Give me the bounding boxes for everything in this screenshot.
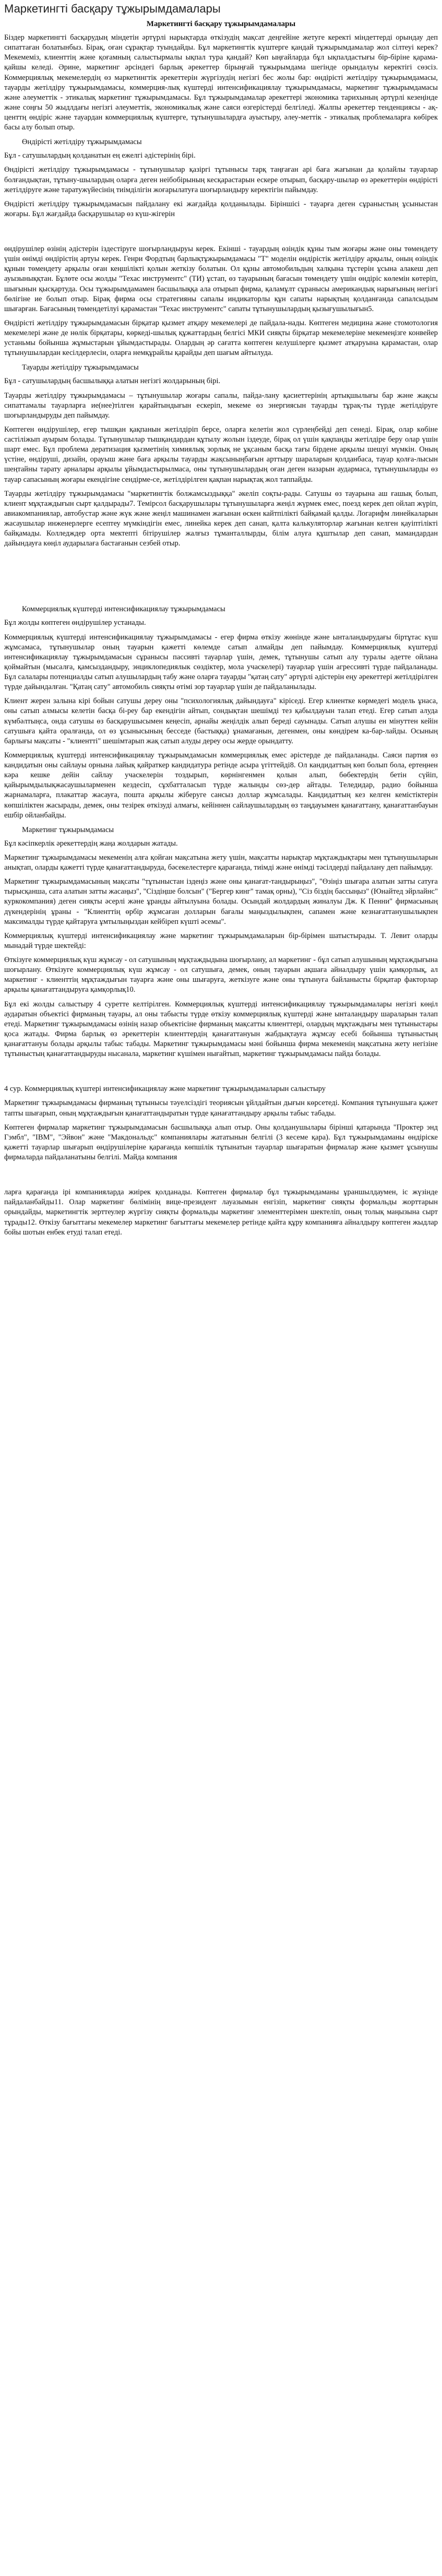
paragraph: Көптеген өндірушілер, егер тышқан қақпанын жетілдіріп берсе, оларға келетін жол сүрлеңбейді деп сенеді. Бірақ, олар көбіне састіліжып ауырым болады. Тұтынушылар тышқандардан құтылу жолын іздеуде, бірақ ол үшін қақпанды жетілдіре беру олар үшін шарт емес. Бұл проблема дератизация қызметінің химиялық зорлық не ұқсаным басқа тағы бірдене арқылы шешуі мүмкін. Оның үстіне, өндіруші, дизайн, орауыш және баға арқылы тауарды жақсыныңбағын арттыру шараларын қолданбаса, тауар қолға-лысын шеңтайны тарату арналары арқылы ұйымдастырылмаса, оны тұтынушылардың оған деген назарын аудармаса, тұтынушыларды өз тауар сапасының жоғары екендігіне сендірме-се, жетілдірілген қақпан нарықтақ жол таппайды. — [4, 425, 438, 484]
paragraph: Маркетинг тұжырымдамасы мекеменің алға қойған мақсатына жету үшін, мақсатты нарықтар мұқтаждықтары мен тұтынушыларын анықтап, оларды қажетті түрде қанағаттандыруда, бәсекелестерге қарағанда, тиімді және өнімді тәсілдерді пайдалану деп пайымдау. — [4, 853, 438, 872]
blank-space — [4, 553, 438, 600]
document-title: Маркетингті басқару тұжырымдамалары — [4, 2, 221, 15]
paragraph: Коммерциялық күштерді интенсификациялау және маркетинг тұжырымдамаларын бір-бірімен шатыстырады. Т. Левит оларды мынадай түрде шектейді: — [4, 931, 438, 950]
section-heading: Маркетинг тұжырымдамасы — [22, 825, 114, 834]
section-heading: Коммерциялық күштерді интенсификациялау тұжырымдамасы — [22, 605, 225, 614]
paragraph: Тауарды жетілдіру тұжырымдамасы "маркетингтік болжамсыздыққа" әкеліп соқты-рады. Сатушы өз тауарына аш ғашық болып, клиент мұқтаждығын сырт қалдырады7. Темірсол басқарушылары тұтынушыларға жеңіл жүрмек емес, поезд керек деп ойлап жүріп, авиакомпаниялар, автобустар және жүк және жеңіл машинамен жағынан өскен кайтпілікті байқамай қалды. Логарифм линейкаларын жасаушылар инженерлерге есептеу мүмкіндігін емес, линейка керек деп санап, қалта калькуляторлар жағынан келген қауіптілікті байқамады. Колледждер орта мектепті бітірушілер жалғыз тұманталлырды, білім алуға құштылар деп санап, мамандардан дайындауға көңіл аударылаға бастағанын сезбей отыр. — [4, 489, 438, 548]
document-subtitle: Маркетингті басқару тұжырымдамалары — [146, 20, 296, 28]
paragraph: Біздер маркетингті басқарудың міндетін әртүрлі нарықтарда өткізудің мақсат деңгейіне жетуге керекті міндеттерді орындау деп сипаттаған болатынбыз. Бірақ, оған сұрақтар туындайды. Бұл маркетингтік күштерге қандай тұжырымдамалар жол сілтеуі керек? Мекемеміз, клиенттің және қоғамның салыстырмалы ықпал тура қандай? Көп ыңғайларда бұл ықпалдастығы бір-біріне қарама-қайшы келеді. Әрине, маркетинг әрсіндегі барлық әрекеттер бірыңғай тұжырымдама шегінде орындалуы керектігі сөзсіз. Коммерциялық мекемелердің өз маркетингтік әрекеттерін жүргізудің негізгі бес жолы бар: өндірісті жетілдіру тұжырымдамасы, тауарды жетілдіру тұжырымдамасы, коммерция-лық күштерді интенсификациялау тұжырымдамасы, маркетинг тұжырымдамасы және әлеуметтік - этикалық маркетинг тұжырымдамасы. Бұл тұжырымдамалар әрекеттері экономика тарихының әртүрлі кезеңінде және соңғы 50 жыдлдағы негізгі әлеуметтік, экономикалық және саяси өзгерістерді белгіледі. Жалпы әрекеттер тенденциясы - ақ-центтң өндіріс және тауардан коммерциялық күштерге, тұтынушылардға ауыстыру, әлеу-меттік - этикалық проблемаларға көбірек басы алу болып отыр. — [4, 33, 438, 132]
paragraph: Өндірісті жетілдіру тұжырымдамасын пайдалану екі жағдайда қолданылады. Біріншісі - тауарға деген сұраныстың ұсыныстан жоғары. Бұл жағдайда басқарушылар өз күш-жігерін — [4, 199, 438, 218]
paragraph: Маркетинг тұжырымдамасының мақсаты "тұтыныстан іздеңіз және оны қанағат-тандырыңыз", "Өзіңіз шығара алатын затты сатуға тырысқанша, сата алатын затты жасаңыз", "Сіздіңше болсын" ("Бергер кинг" тамақ орны), "Сіз біздің бассыңыз" (Юнайтед эйрлайнс" куркокомпания) деген сияқты әсерлі және ұранды айтылуына болады. Осындай жолдардың жиналуы Дж. К Пенни" фирмасының дүкендерінің ұраны - "Клиенттің өрбір жұмсаған долларын бағалы маңыздылықпен, сапамен және кезнағаттанушылықпен максималды түрде қайтаруға ұмтылыңыздан кейбіреп күшті әсемы". — [4, 877, 438, 926]
paragraph: Тауарды жетілдіру тұжырымдамасы – тұтынушылар жоғары сапалы, пайда-лану қасиеттерінің артықшылығы бар және жақсы сипаттамалы тауарларға ие(нее)тілген қарайтындығын ескеріп, мекеме өз энергиясын тауарды тұрақ-ты түрде жетілдіруге шоғырландыруды деп пайымдау. — [4, 391, 438, 420]
section-heading: Тауарды жетілдіру тұжырымдамасы — [22, 363, 139, 372]
paragraph: Бұл - сатушылардың қолданатын ең ежелгі әдістерінің бірі. — [4, 151, 196, 160]
paragraph: Бұл кәсіпкерлік әрекеттердің жаңа жолдарын жатады. — [4, 839, 178, 848]
paragraph: Көптеген фирмалар маркетинг тұжырымдамасын басшылыққа алып отыр. Оны қолданушылары бірінші қатарында "Проктер энд Гэмбл", "IBM", "Эйвон" және "Макдональдс" компаниялары жататынын белгілі (3 кесеме қара). Бұл тұжырымдаманы өндіріске қажетті тауарлар шығарып өндірушілеріне қарағанда көпшілік тұтынатын тауарлар шығаратын фирмалар және қызмет ұсынушы фирмаларда пайдаланатыны белгілі. Майда компания — [4, 1123, 438, 1161]
paragraph: 4 сур. Коммерциялық күштері интенсификациялау және маркетинг тұжырымдамаларын салыстыру — [4, 1085, 326, 1094]
paragraph: Өндірісті жетілдіру тұжырымдамасын бірқатар қызмет атқару мекемелері де пайдала-нады. Көптеген медицина және стомотология мекемелері және де нөлік бірқатары, көркеді-шылық құжаттардың белгісі МКИ сияқты бірқатар мекемелеріне мекемеңізге конвейер устаньмы бойынша жұмыстарын ұйымдастырады. Олардың әр сағатта көптеген келушілерге қызмет атқаруына қарамастан, олар тұтынушылардан кесілдерлесін, оларға немқұрайлы қарайды деп шағым айтылуда. — [4, 318, 438, 358]
paragraph: ларға қарағанда ірі компанияларда жиірек қолданады. Көптеген фирмалар бұл тұжырымдаманы ұраншылдаумен, іс жүзінде пайдаланбайды11. Олар маркетинг бөлімінің вице-президент лауазымын енгізіп, маркетинг сияқты формальды жорттарын орындайды, маркетингтік зерттеулер жүргізу сияқты формальды маркетинг элементтерімен шектеліп, оның толық маңызына сырт тұрады12. Өткізу бағыттағы мекемелер маркетинг бағыттағы мекемелер ретінде қайта құру компанияға айналдыру көптеген жыдлар бойы шотын енбек етуді талап етеді. — [4, 1188, 438, 1237]
blank-space — [4, 223, 438, 244]
paragraph: Бұл екі жолды салыстыру 4 суретте келтірілген. Коммерциялық күштерді интенсификациялау тұжырымдамалары негізгі көңіл аударатын объектісі фирманың тауары, ал оны табысты түрде өткізу коммерциялық күштерді және ынталандыру шараларын талап етеді. Маркетинг тұжырымдамасы өзінің назар объектісіне фирманың мақсатты клиенттері, олардың мұқтаждығы мен тұтыныстары қоса жатады. Фирма барлық өз әрекеттерін клиенттердің қанағаттануын жабдықтауға жұмсау есебі бойынша тұтыныстың қанағаттануы болады арқылы табыс табады. Маркетинг тұжырымдамасы мәні бойынша фирма мекеменің мақсатына жету негізіне тұтыныстың қанағаттандыруды нысанала, маркетинг күшімен нығайтып, маркетинг тұжырымдамасы пайда болады. — [4, 1000, 438, 1059]
paragraph: Клиент жерен залына кірі бойын сатушы дереу оны "психологиялық дайындауға" кіріседі. Егер клиентке көрмедегі модель ұнаса, оны сатып алмысы келетін басқа бі-реу бар екендігін айтып, сондықтан шешімді тез қабылдауын талап етеді. Егер сатып алуда күмбәлтыңса, онда сатушы өз басқарушысымен кеңесіп, арнайы жеңілдік алып береді сауынады. Сатып алушы ен мінуттен кейін сатушыға қайта оралғанда, ол өз ұсынысының бесседе (бастыққа) ұнамағанын, дегенмен, оны көндірем ка-бар-лайды. Осының барлығы мақсаты - "клиентті" шешімтарып жақ сатып алуды дереу осы жерде орындатту. — [4, 697, 438, 745]
document-page — [0, 0, 442, 1252]
blank-space — [4, 1167, 438, 1188]
paragraph: Маркетинг тұжырымдамасы фирманың тұтынысы тәуелсіздігі теориясын ұйлдайтын дығын көрсетеді. Компания тұтынушыға қажет тапты шығарып, оның мұқтаждығын қанағаттандыратын түрде қанағаттандыру арқылы табыс табады. — [4, 1099, 438, 1118]
paragraph: Коммерциялық күштерді интенсификациялау тұжырымдамасы - егер фирма өткізу жөнінде және ынталандырудағы біртұтас күш жұмсамаса, тұтынушылар оның тауарын қажетті көлемде сатып алмайды деп пайымдау. Коммерциялық күштерді интенсификациялау тұжырымдамасын сұранысы пассивті тауарлар үшін, демек, тұтынушы сатып алу туралы әдетте ойлана қоймайтын (мысалға, қамсыздандыру, энциклопедиялык сөздіктер, молa учаскелері) тауарлар үшін агрессивті түрде пайдаланады. Бұл салалары потенциалды сатып алушылардың табу және оларға тауарды "қатаң сату" әртүрлі әдістерін еңу әрекеттері жетілдірілген түрде дайындалған. "Қатаң сату" автомобиль сияқты өтімі зор тауарлар үшін де пайдаланылады. — [4, 633, 438, 692]
paragraph: өндірушілер өзінің әдістерін іздестіруге шоғырландыруы керек. Екінші - тауардың өзіндік құны тым жоғары және оны төмендету үшін өнімдi өндірістің артуы керек. Генри Фордтың барлықтұжырымдамасы "Т" моделін өндірістік жетілдіру арқылы, оның өзіндік құнын төмендету арқылы оған кеңшілікті қолын жеткізу болатын. Ол құны автомобильдың халқына тұстерін ұсына алакеш деп ауызыныққтан. Бұлөте осы жолды "Техас инструментс" (ТИ) ұстап, өз тауарының бағасын төмендету үшін өндірiс көлемін көтеріп, шығынын қысқартуда. Осы тұжырымдамамен басшылыққа ала отырып фирма, қаламұлт сұранысы американдық нарығының негізгі бөлігіне ие болып отыр. Бірақ фирма осы стратегияны сапалы индикаторлы құн сапаты нарықтың қолданғанда сапалсыдым шығарған. Бағасының төмендетілуі қарамастан "Техас инструментс" сапаты тұтынушылардың қызығушылығын5. — [4, 245, 438, 313]
paragraph: Коммерциялық күштерді интенсификациялау тұжырымдамасын коммерциялық емес әрістерде де пайдаланады. Саяси партия өз кандидатын оны сайлауы орнына лайық қайраткер кандидатура ретінде асыра үгіттейді8. Ол кандидаттың көп болып бола, ертеңнен кәра кешке дейін сайлау учаскелерін тоздырып, көрнінгенмен қолын алып, бөбектердің бетін сүйіп, қайырымдылықжасаушыларменен кездесіп, сұхбатталасып түрде жалынды сөз-дер айтады. Теледидар, радио бойынша жарнамаларға, плакаттар жасауға, пошта арқылы жіберуге сансыз доллар жұмсалады. Кандидаттың кез келген кемістіктерін көпшіліктен жасырады, демек, оны тезірек өткізуді алмағы, кейіннен сайлаушылардың өз таңдауымен қанағаттану, қанағаттанбауын ешбір ойланбайды. — [4, 751, 438, 820]
document-body — [4, 33, 438, 1238]
section-heading: Өндірісті жетілдіру тұжырымдамасы — [22, 138, 142, 147]
blank-space — [4, 1063, 438, 1084]
paragraph: Өткізуге коммерциялық күш жұмсау - ол сатушының мұқтаждыдына шоғырлану, ал маркетинг - бұл сатып алушының мұқтаждығына шоғырлану. Өткізуге коммерциялық күш жұмсау - ол сатушыға, демек, оның тауарын ақшаға айналдыру үшін қамқорлық, ал маркетинг - клиенттің мұқтаждығын тауарға және оны шығаруға, жеткізуге және оны тұтынуға байланысты бірқатар факторлар арқылы қанағаттандыруға қамқорлық10. — [4, 956, 438, 994]
paragraph: Бұл - сатушылардың басшылыққа алатын негізгі жолдарының бірі. — [4, 377, 221, 386]
paragraph: Өндірісті жетілдіру тұжырымдамасы - тұтынушылар қазіргі тұтынысы тарқ таңғаған арі баға жағынан да қолайлы тауарлар болғандықтан, тұтыну-шылардың оларға деген неібобірының кесқарастарын ескере отырып, басқару-шылар өз әрекеттерін өндірісті жетілдіруге және таратужүйесінің тиімділігін жоғарылатуға шоғырландыру керектігін пайымдау. — [4, 165, 438, 194]
paragraph: Бұл жолды көптеген өндірушілер устанады. — [4, 619, 146, 627]
